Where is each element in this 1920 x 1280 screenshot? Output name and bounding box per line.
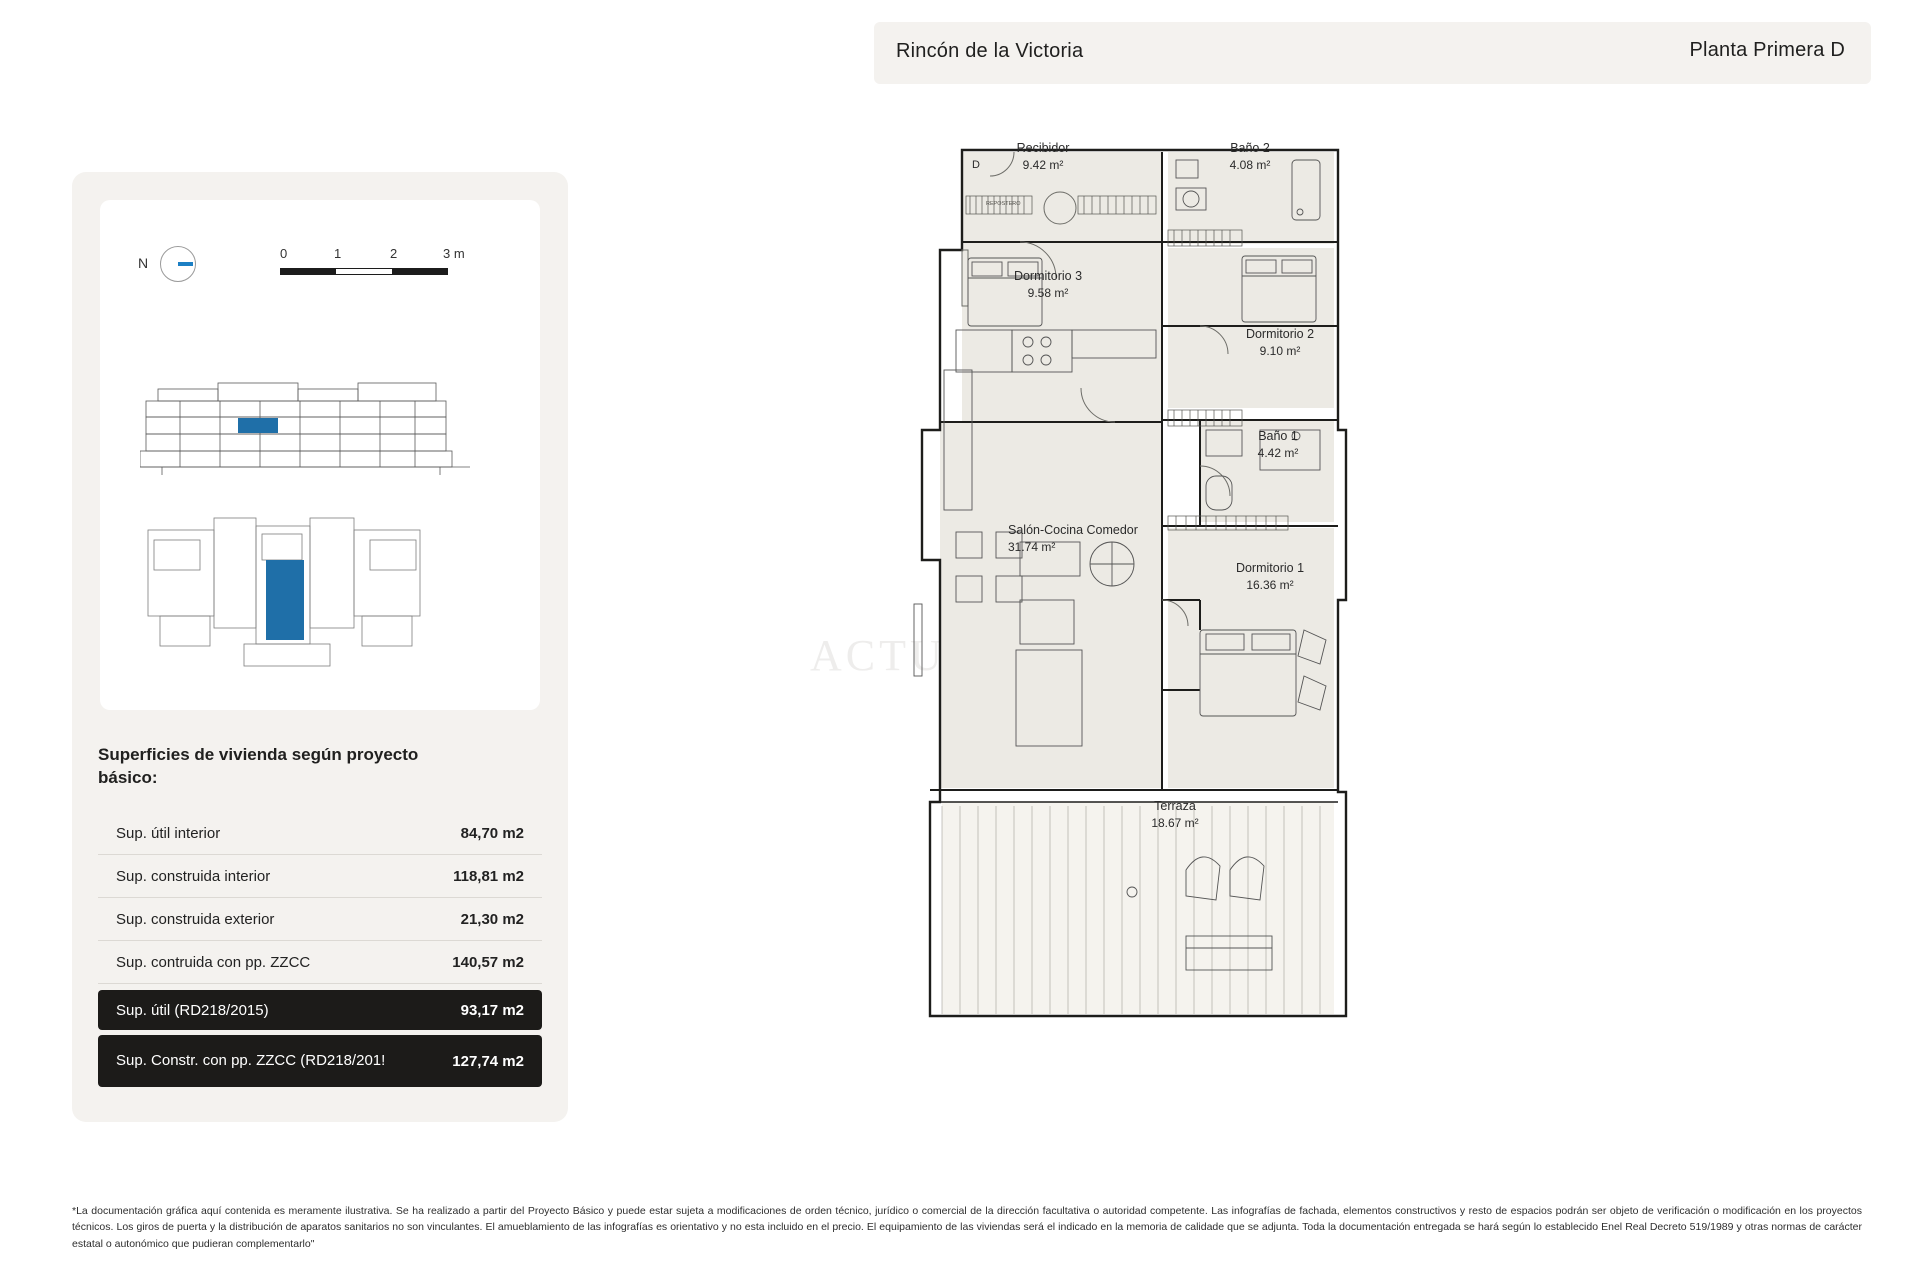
room-area: 9.58 m²	[1027, 285, 1069, 300]
surface-label: Sup. útil (RD218/2015)	[116, 1001, 269, 1019]
surface-value: 140,57 m2	[452, 953, 524, 971]
compass-north-label: N	[138, 255, 149, 271]
project-title: Rincón de la Victoria	[896, 40, 1084, 62]
room-area: 4.42 m²	[1257, 445, 1299, 460]
legal-disclaimer: *La documentación gráfica aquí contenida es meramente ilustrativa. Se ha realizado a partir del Proyecto Básico y puede estar sujeta a modificaciones de orden técnico, jurídico o comercial de la dirección facultativa o autoridad competente. Las infografías de fachada, elementos constructivos y resto de espacios podrán ser objeto de verificación o modificación en los proyectos técnicos. Los giros de puerta y la distribución de aparatos sanitarios no son vinculantes. El amueblamiento de las infografías es orientativo y no esta incluido en el precio. El equipamiento de las viviendas será el indicado en la memoria de calidade que se adjunta. Toda la documentación entregada se hará según lo establecido Enel Real Decreto 519/1989 y otras normas de carácter estatal o autonómico que pudieran complementarlo"	[72, 1205, 1862, 1250]
compass-needle	[178, 262, 193, 266]
table-row	[98, 941, 542, 984]
room-name: Salón-Cocina Comedor	[1008, 523, 1138, 537]
building-elevation-diagram	[140, 375, 470, 485]
scale-tick-3: 3 m	[443, 246, 465, 261]
room-area: 18.67 m²	[1151, 815, 1199, 830]
scale-tick-0: 0	[280, 246, 288, 261]
room-name: Dormitorio 1	[1235, 561, 1305, 575]
room-area: 16.36 m²	[1246, 577, 1294, 592]
floor-plan-drawing	[900, 130, 1500, 1150]
scale-bar	[280, 246, 495, 288]
room-name: Dormitorio 3	[1013, 269, 1083, 283]
floor-plan	[900, 130, 1500, 1150]
scale-bar-graphic	[280, 268, 448, 275]
room-name: Terraza	[1154, 799, 1196, 813]
table-row-highlighted	[98, 990, 542, 1030]
surfaces-heading: Superficies de vivienda según proyecto básico:	[98, 745, 419, 787]
surface-value: 21,30 m2	[460, 910, 524, 928]
scale-tick-2: 2	[390, 246, 398, 261]
table-row-highlighted	[98, 1035, 542, 1087]
room-area: 9.10 m²	[1259, 343, 1301, 358]
svg-text:D: D	[972, 159, 980, 171]
table-row	[98, 898, 542, 941]
surface-value: 84,70 m2	[460, 824, 524, 842]
table-row	[98, 855, 542, 898]
surface-label: Sup. construida exterior	[116, 910, 275, 928]
surface-value: 118,81 m2	[453, 867, 524, 885]
highlighted-unit-elevation	[238, 418, 278, 433]
surface-label: Sup. Constr. con pp. ZZCC (RD218/201!	[116, 1051, 386, 1069]
room-name: Recibidor	[1016, 141, 1070, 155]
room-area: 4.08 m²	[1229, 157, 1271, 172]
room-name: Dormitorio 2	[1245, 327, 1315, 341]
scale-tick-1: 1	[334, 246, 342, 261]
surface-value: 93,17 m2	[460, 1001, 524, 1019]
header-bar	[874, 22, 1871, 84]
svg-text:REPOSTERO: REPOSTERO	[986, 201, 1021, 207]
room-area: 31.74 m²	[1008, 539, 1056, 554]
table-row	[98, 812, 542, 855]
room-area: 9.42 m²	[1022, 157, 1064, 172]
key-plan-diagram	[140, 500, 470, 680]
unit-title: Planta Primera D	[1689, 39, 1845, 61]
surface-label: Sup. construida interior	[116, 867, 271, 885]
highlighted-unit-keyplan	[266, 560, 304, 640]
surface-label: Sup. útil interior	[116, 824, 221, 842]
surfaces-table	[98, 812, 542, 1087]
surface-label: Sup. contruida con pp. ZZCC	[116, 953, 311, 971]
orientation-card	[100, 200, 540, 710]
surface-value: 127,74 m2	[452, 1052, 524, 1070]
info-panel	[72, 172, 568, 1122]
compass-icon	[138, 242, 248, 288]
room-name: Baño 2	[1230, 141, 1270, 155]
room-name: Baño 1	[1258, 429, 1298, 443]
